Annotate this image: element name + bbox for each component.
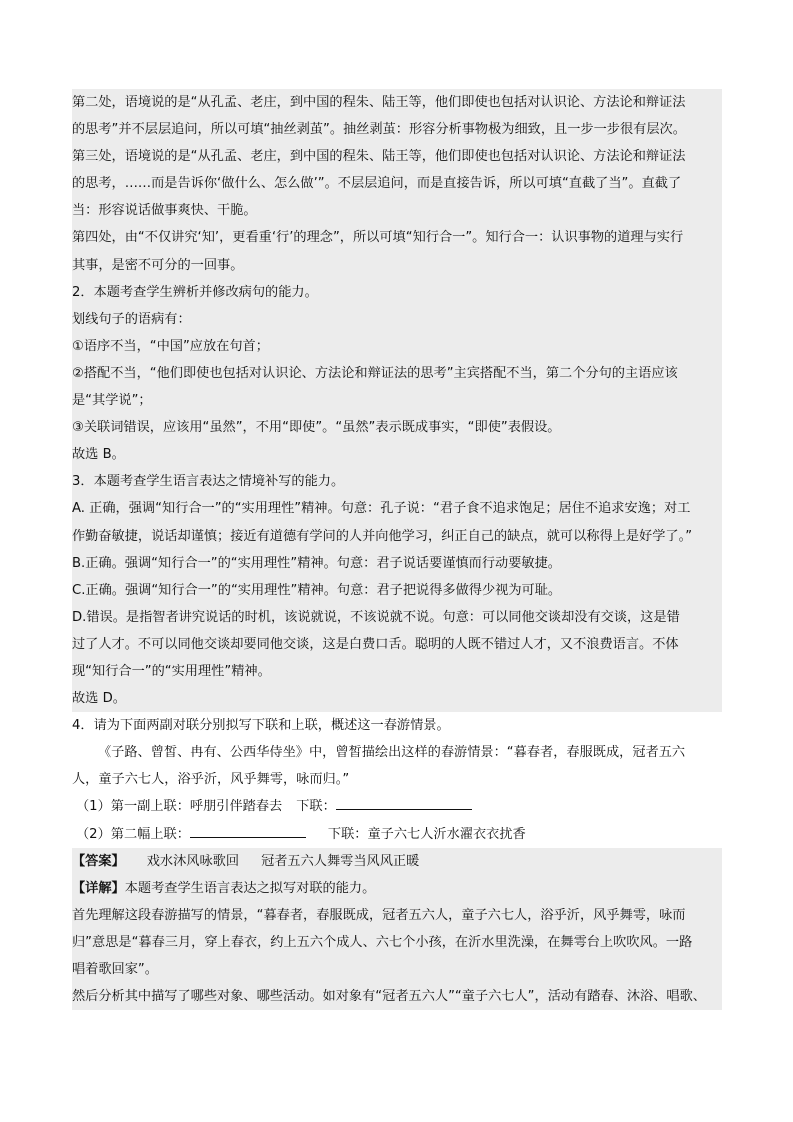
answer-blank (336, 797, 472, 810)
detail-tag: 【详解】 (72, 880, 125, 896)
text-line: ①语序不当，“中国”应放在句首； (72, 333, 722, 360)
text-line: 3．本题考查学生语言表达之情境补写的能力。 (72, 468, 722, 495)
answer-blank (190, 825, 306, 838)
text-line: ②搭配不当，“他们即使也包括对认识论、方法论和辩证法的思考”主宾搭配不当，第二个分句的主语应该 (72, 360, 722, 387)
text-line: 首先理解这段春游描写的情景，“暮春者，春服既成，冠者五六人，童子六七人，浴乎沂，风乎舞雩，咏而 (72, 902, 722, 929)
text-line: 当：形容说话做事爽快、干脆。 (72, 197, 722, 224)
text-line: ③关联词错误，应该用“虽然”，不用“即使”。“虽然”表示既成事实，“即使”表假设。 (72, 414, 722, 441)
couplet-item-1: （1）第一副上联：呼朋引伴踏春去 下联： (72, 793, 722, 820)
text-line: B.正确。强调“知行合一”的“实用理性”精神。句意：君子说话要谨慎而行动要敏捷。 (72, 550, 722, 577)
answer-text (72, 89, 722, 1010)
text-line: 归”意思是“暮春三月，穿上春衣，约上五六个成人、六七个小孩，在沂水里洗澡，在舞雩台上吹吹风。一路 (72, 929, 722, 956)
couplet-item-2: （2）第二幅上联： 下联：童子六七人沂水濯衣衣扰香 (76, 826, 526, 842)
text-line: 然后分析其中描写了哪些对象、哪些活动。如对象有“冠者五六人”“童子六七人”，活动有踏春、沐浴、唱歌、 (72, 983, 722, 1010)
text-line: 第三处，语境说的是“从孔孟、老庄，到中国的程朱、陆王等，他们即使也包括对认识论、方法论和辩证法 (72, 143, 722, 170)
question-text: 人，童子六七人，浴乎沂，风乎舞雩，咏而归。” (72, 772, 350, 788)
text-line: 是“其学说”； (72, 387, 722, 414)
text-line: A. 正确，强调“知行合一”的“实用理性”精神。句意：孔子说：“君子食不追求饱足；居住不追求安逸；对工 (72, 495, 722, 522)
text-line: 划线句子的语病有： (72, 306, 722, 333)
detail-line: 【详解】本题考查学生语言表达之拟写对联的能力。 (72, 875, 722, 902)
text-line: 作勤奋敏捷，说话却谨慎；接近有道德有学问的人并向他学习，纠正自己的缺点，就可以称得上是好学了。” (72, 523, 722, 550)
text-line: D.错误。是指智者讲究说话的时机，该说就说，不该说就不说。句意：可以同他交谈却没有交谈，这是错 (72, 604, 722, 631)
text-line: 其事，是密不可分的一回事。 (72, 252, 722, 279)
answer-tag: 【答案】 (72, 853, 125, 869)
text-line: 的思考”并不层层追问，所以可填“抽丝剥茧”。抽丝剥茧：形容分析事物极为细致，且一步一步很有层次。 (72, 116, 722, 143)
text-line: 的思考，……而是告诉你‘做什么、怎么做’”。不层层追问，而是直接告诉，所以可填“直截了当”。直截了 (72, 170, 722, 197)
question-text: 《子路、曾皙、冉有、公西华侍坐》中，曾皙描绘出这样的春游情景：“暮春者，春服既成，冠者五六 (98, 745, 686, 761)
answer-line: 【答案】 戏水沐风咏歌回 冠者五六人舞雩当风风正暖 (72, 848, 722, 875)
text-line: 故选 B。 (72, 441, 722, 468)
text-line: 第四处，由“不仅讲究‘知’，更看重‘行’的理念”，所以可填“知行合一”。知行合一：认识事物的道理与实行 (72, 224, 722, 251)
question-4: 4．请为下面两副对联分别拟写下联和上联，概述这一春游情景。 (72, 718, 450, 734)
text-line: 过了人才。不可以同他交谈却要同他交谈，这是白费口舌。聪明的人既不错过人才，又不浪费语言。不体 (72, 631, 722, 658)
text-line: 2．本题考查学生辨析并修改病句的能力。 (72, 279, 722, 306)
text-line: 现“知行合一”的“实用理性”精神。 (72, 658, 722, 685)
text-line: 第二处，语境说的是“从孔孟、老庄，到中国的程朱、陆王等，他们即使也包括对认识论、方法论和辩证法 (72, 89, 722, 116)
text-line: 唱着歌回家”。 (72, 956, 722, 983)
text-line: C.正确。强调“知行合一”的“实用理性”精神。句意：君子把说得多做得少视为可耻。 (72, 577, 722, 604)
text-line: 故选 D。 (72, 685, 722, 712)
